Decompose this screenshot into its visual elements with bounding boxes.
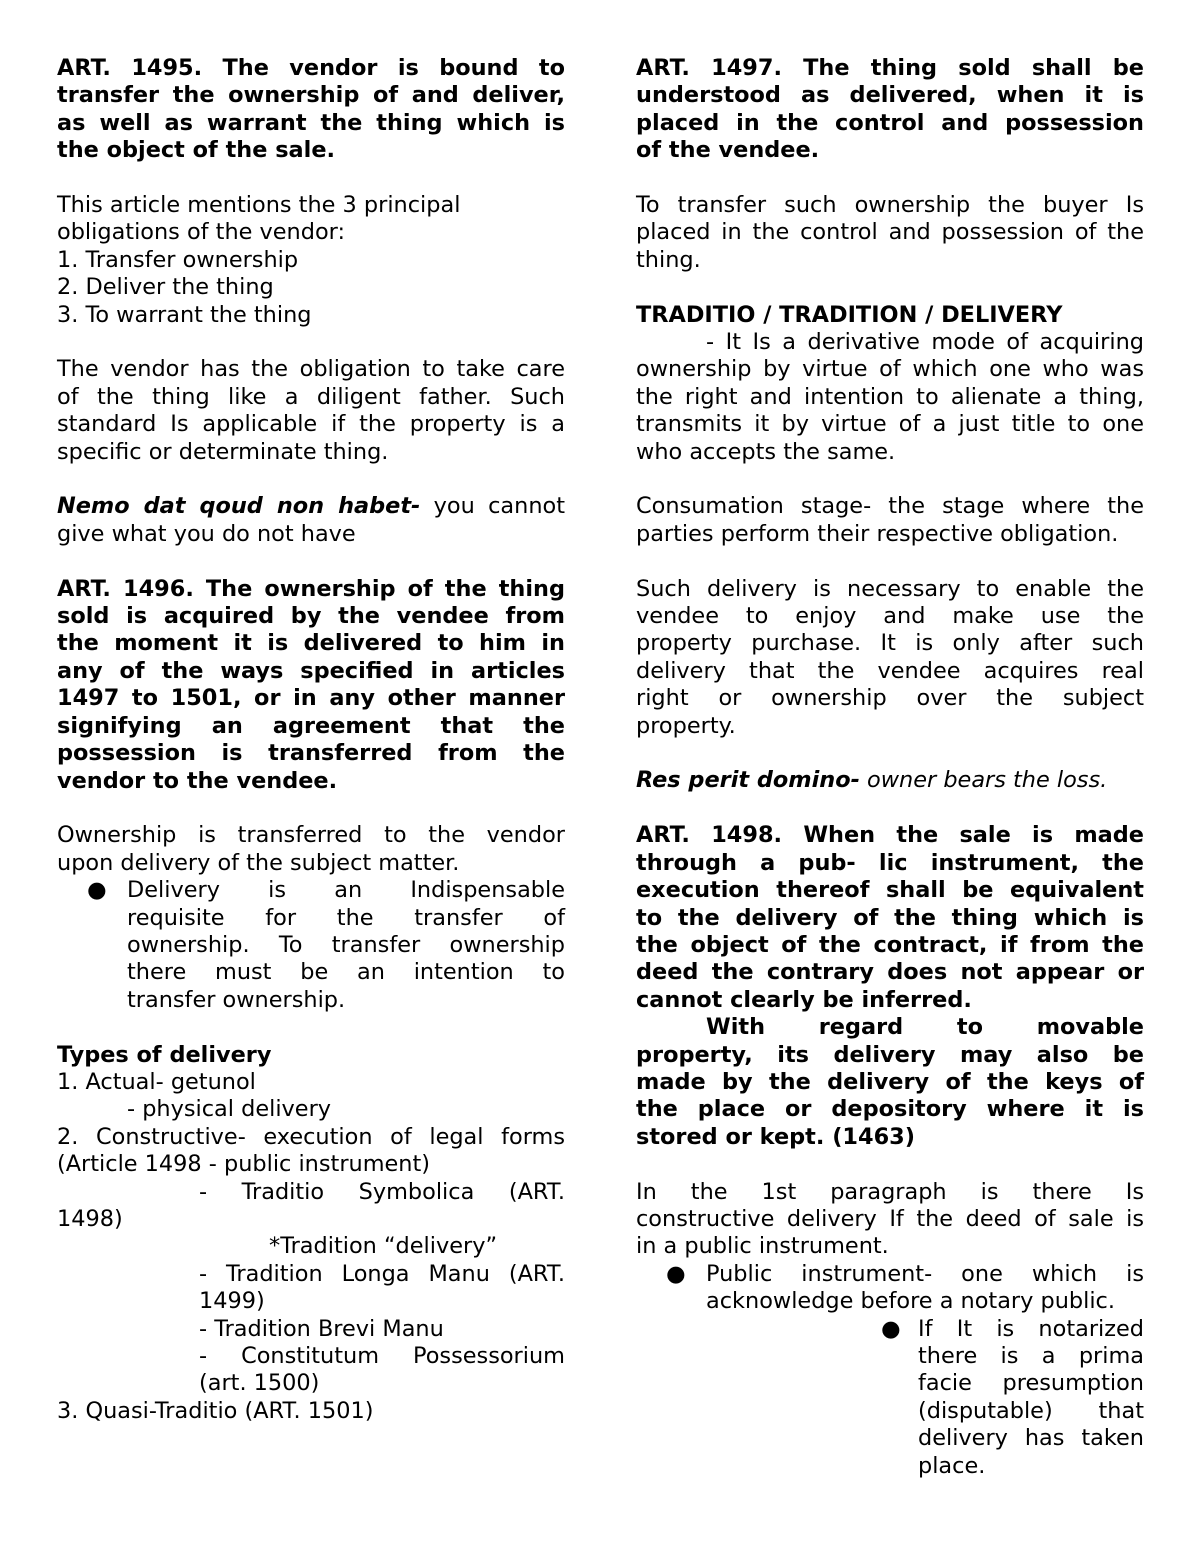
res-perit-term: Res perit domino- — [636, 767, 860, 794]
obligations-intro: This article mentions the 3 principal obligations of the vendor: 1. Transfer ownership 2. Deliver the thing 3. To warrant the thing — [57, 192, 461, 328]
traditio-definition: - It Is a derivative mode of acquiring ownership by virtue of which one who was the right and intention to alienate a thing, transmits it by virtue of a just title to one who accepts the same. — [636, 329, 1144, 465]
transfer-paragraph: To transfer such ownership the buyer Is placed in the control and possession of the thing. — [636, 192, 1144, 273]
bullet-item: ● Public instrument- one which is acknowledge before a notary public. — [666, 1260, 1144, 1315]
art-1495-heading: ART. 1495. The vendor is bound to transfer the ownership of and deliver, as well as warrant the thing which is the object of the sale. — [57, 55, 565, 164]
first-paragraph-note: In the 1st paragraph is there Is constructive delivery If the deed of sale is in a public instrument. — [636, 1178, 1144, 1260]
art-1497-heading: ART. 1497. The thing sold shall be understood as delivered, when it is placed in the control and possession of the vendee. — [636, 55, 1144, 164]
art-1498-heading: ART. 1498. When the sale is made through a pub- lic instrument, the execution thereof shall be equivalent to the delivery of the thing which is the object of the contract, if from the deed the contrary does not appear or cannot clearly be inferred. With regard to movable property, its delivery may also be made by the delivery of the keys of the place or depository where it is stored or kept. (1463) — [636, 822, 1144, 1150]
bullet-icon: ● — [666, 1260, 686, 1287]
bullet-item: ● Delivery is an Indispensable requisite for the transfer of ownership. To transfer ownership there must be an intention to transfer ownership. — [87, 877, 565, 1013]
bullet-icon: ● — [881, 1315, 901, 1342]
left-column — [57, 55, 565, 1425]
nemo-dat-paragraph: Nemo dat qoud non habet- you cannot give what you do not have — [57, 493, 565, 547]
ownership-paragraph: Ownership is transferred to the vendor upon delivery of the subject matter. — [57, 822, 565, 876]
types-of-delivery-title: Types of delivery — [57, 1041, 272, 1068]
necessary-paragraph: Such delivery is necessary to enable the vendee to enjoy and make use the property purchase. It is only after such delivery that the vendee acquires real right or ownership over the subject property. — [636, 575, 1144, 739]
nemo-dat-term: Nemo dat qoud non habet- — [57, 493, 421, 520]
res-perit-paragraph: Res perit domino- owner bears the loss. — [636, 767, 1108, 794]
art-1496-heading: ART. 1496. The ownership of the thing sold is acquired by the vendee from the moment it is delivered to him in any of the ways specified in articles 1497 to 1501, or in any other manner signifying an agreement that the possession is transferred from the vendor to the vendee. — [57, 575, 565, 794]
consumation-paragraph: Consumation stage- the stage where the parties perform their respective obligation. — [636, 493, 1144, 547]
traditio-title: TRADITIO / TRADITION / DELIVERY — [636, 301, 1063, 328]
types-list: 1. Actual- getunol - physical delivery 2. Constructive- execution of legal forms (Article 1498 - public instrument) - Traditio Symbolica (ART. 1498) *Tradition “delivery” - Tradition Longa Manu (ART. 1499) - Tradition Brevi Manu - Constitutum Possessorium (art. 1500) 3. Quasi-Traditio (ART. 1501) — [57, 1068, 565, 1424]
sub-bullet-item: ● If It is notarized there is a prima facie presumption (disputable) that delivery has taken place. — [881, 1315, 1144, 1479]
bullet-icon: ● — [87, 877, 107, 904]
care-paragraph: The vendor has the obligation to take care of the thing like a diligent father. Such standard Is applicable if the property is a specific or determinate thing. — [57, 356, 565, 465]
right-column — [636, 55, 1144, 1480]
